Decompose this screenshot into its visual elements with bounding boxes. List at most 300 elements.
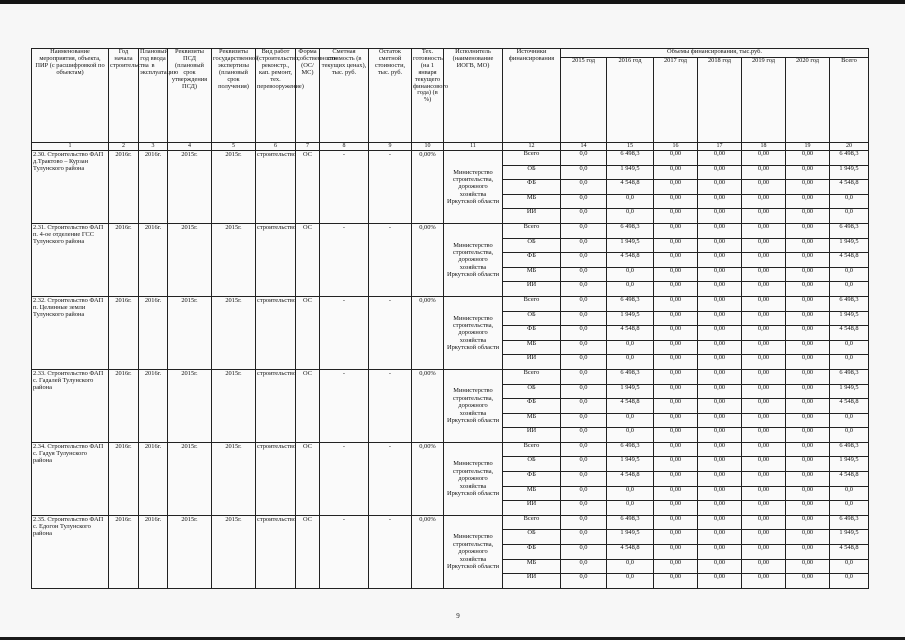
amount-cell: 0,00 bbox=[654, 326, 698, 341]
amount-cell: 4 548,8 bbox=[607, 326, 654, 341]
column-number: 3 bbox=[139, 143, 168, 151]
amount-cell: 0,00 bbox=[654, 311, 698, 326]
amount-cell: 0,00 bbox=[742, 223, 786, 238]
object-remaining: - bbox=[369, 223, 412, 296]
object-planned-year: 2016г. bbox=[139, 296, 168, 369]
amount-cell: 0,00 bbox=[786, 545, 830, 560]
amount-cell: 0,0 bbox=[561, 180, 607, 195]
column-number-row bbox=[32, 143, 869, 151]
total-cell: 6 498,3 bbox=[830, 515, 869, 530]
object-work-type: строительство bbox=[256, 515, 296, 588]
total-cell: 0,0 bbox=[830, 574, 869, 589]
amount-cell: 0,00 bbox=[742, 486, 786, 501]
object-ownership: ОС bbox=[296, 296, 320, 369]
table-row bbox=[32, 151, 869, 166]
object-expertise: 2015г. bbox=[212, 369, 256, 442]
amount-cell: 0,00 bbox=[654, 530, 698, 545]
object-executor: Министерство строительства, дорожного хозяйства Иркутской области bbox=[444, 442, 503, 515]
funding-source: ФБ bbox=[503, 180, 561, 195]
amount-cell: 0,00 bbox=[786, 384, 830, 399]
amount-cell: 0,0 bbox=[607, 340, 654, 355]
amount-cell: 0,00 bbox=[654, 515, 698, 530]
object-start-year: 2016г. bbox=[109, 442, 139, 515]
amount-cell: 0,00 bbox=[698, 296, 742, 311]
funding-source: ОБ bbox=[503, 384, 561, 399]
amount-cell: 0,0 bbox=[607, 574, 654, 589]
table-row bbox=[32, 442, 869, 457]
amount-cell: 0,00 bbox=[742, 253, 786, 268]
amount-cell: 4 548,8 bbox=[607, 399, 654, 414]
amount-cell: 0,0 bbox=[607, 194, 654, 209]
amount-cell: 0,00 bbox=[654, 442, 698, 457]
amount-cell: 0,00 bbox=[654, 151, 698, 166]
header-remaining: Остаток сметной стоимости, тыс. руб. bbox=[369, 49, 412, 143]
amount-cell: 0,00 bbox=[742, 574, 786, 589]
amount-cell: 4 548,8 bbox=[607, 472, 654, 487]
amount-cell: 0,00 bbox=[742, 340, 786, 355]
amount-cell: 0,00 bbox=[698, 238, 742, 253]
object-planned-year: 2016г. bbox=[139, 515, 168, 588]
total-cell: 4 548,8 bbox=[830, 326, 869, 341]
amount-cell: 0,00 bbox=[654, 574, 698, 589]
column-number: 4 bbox=[168, 143, 212, 151]
amount-cell: 0,00 bbox=[698, 384, 742, 399]
amount-cell: 1 949,5 bbox=[607, 311, 654, 326]
object-remaining: - bbox=[369, 151, 412, 224]
object-psd: 2015г. bbox=[168, 296, 212, 369]
object-planned-year: 2016г. bbox=[139, 369, 168, 442]
scan-edge-top bbox=[0, 0, 905, 4]
total-cell: 4 548,8 bbox=[830, 545, 869, 560]
amount-cell: 0,00 bbox=[742, 311, 786, 326]
object-ownership: ОС bbox=[296, 369, 320, 442]
object-psd: 2015г. bbox=[168, 151, 212, 224]
object-psd: 2015г. bbox=[168, 223, 212, 296]
funding-source: ФБ bbox=[503, 326, 561, 341]
column-number: 8 bbox=[320, 143, 369, 151]
amount-cell: 0,00 bbox=[654, 413, 698, 428]
header-year: 2016 год bbox=[607, 58, 654, 143]
object-cost: - bbox=[320, 223, 369, 296]
object-remaining: - bbox=[369, 369, 412, 442]
amount-cell: 0,0 bbox=[561, 326, 607, 341]
amount-cell: 0,00 bbox=[786, 311, 830, 326]
header-year: 2017 год bbox=[654, 58, 698, 143]
object-work-type: строительство bbox=[256, 151, 296, 224]
amount-cell: 0,00 bbox=[786, 282, 830, 297]
object-executor: Министерство строительства, дорожного хозяйства Иркутской области bbox=[444, 151, 503, 224]
object-name: 2.34. Строительство ФАП с. Гадуя Тулунского района bbox=[32, 442, 109, 515]
amount-cell: 0,00 bbox=[698, 442, 742, 457]
amount-cell: 0,00 bbox=[786, 151, 830, 166]
amount-cell: 0,00 bbox=[698, 399, 742, 414]
header-work-type: Вид работ (строительство, реконстр., кап. ремонт, тех. перевооружение) bbox=[256, 49, 296, 143]
amount-cell: 0,0 bbox=[607, 486, 654, 501]
total-cell: 6 498,3 bbox=[830, 151, 869, 166]
total-cell: 0,0 bbox=[830, 413, 869, 428]
amount-cell: 0,00 bbox=[786, 442, 830, 457]
amount-cell: 0,00 bbox=[654, 194, 698, 209]
object-work-type: строительство bbox=[256, 296, 296, 369]
amount-cell: 0,00 bbox=[654, 267, 698, 282]
amount-cell: 0,00 bbox=[742, 180, 786, 195]
funding-source: ИИ bbox=[503, 282, 561, 297]
amount-cell: 0,00 bbox=[698, 574, 742, 589]
object-cost: - bbox=[320, 369, 369, 442]
object-cost: - bbox=[320, 442, 369, 515]
amount-cell: 0,00 bbox=[742, 194, 786, 209]
header-planned-year: Плановый год ввода в эксплуатацию bbox=[139, 49, 168, 143]
amount-cell: 6 498,3 bbox=[607, 223, 654, 238]
object-ownership: ОС bbox=[296, 151, 320, 224]
object-cost: - bbox=[320, 151, 369, 224]
amount-cell: 0,00 bbox=[786, 559, 830, 574]
header-psd: Реквизиты ПСД (плановый срок утверждения ПСД) bbox=[168, 49, 212, 143]
table-body bbox=[32, 151, 869, 589]
header-year: 2019 год bbox=[742, 58, 786, 143]
amount-cell: 0,00 bbox=[786, 413, 830, 428]
object-start-year: 2016г. bbox=[109, 296, 139, 369]
amount-cell: 0,00 bbox=[654, 501, 698, 516]
amount-cell: 0,00 bbox=[698, 501, 742, 516]
column-number: 2 bbox=[109, 143, 139, 151]
amount-cell: 0,0 bbox=[561, 296, 607, 311]
amount-cell: 0,00 bbox=[742, 369, 786, 384]
amount-cell: 0,00 bbox=[786, 574, 830, 589]
amount-cell: 0,00 bbox=[742, 442, 786, 457]
amount-cell: 0,00 bbox=[698, 413, 742, 428]
amount-cell: 0,00 bbox=[742, 384, 786, 399]
funding-source: Всего bbox=[503, 369, 561, 384]
funding-source: Всего bbox=[503, 515, 561, 530]
amount-cell: 0,00 bbox=[786, 209, 830, 224]
amount-cell: 0,00 bbox=[786, 180, 830, 195]
column-number: 11 bbox=[444, 143, 503, 151]
total-cell: 1 949,5 bbox=[830, 384, 869, 399]
amount-cell: 0,00 bbox=[698, 253, 742, 268]
total-cell: 1 949,5 bbox=[830, 165, 869, 180]
object-remaining: - bbox=[369, 442, 412, 515]
column-number: 9 bbox=[369, 143, 412, 151]
header-executor: Исполнитель (наименование ИОГВ, МО) bbox=[444, 49, 503, 143]
amount-cell: 0,0 bbox=[561, 559, 607, 574]
header-readiness: Тех. готовность (на 1 января текущего финансового года) (в %) bbox=[412, 49, 444, 143]
amount-cell: 0,00 bbox=[654, 472, 698, 487]
amount-cell: 0,0 bbox=[561, 355, 607, 370]
amount-cell: 6 498,3 bbox=[607, 296, 654, 311]
amount-cell: 0,00 bbox=[654, 165, 698, 180]
amount-cell: 0,00 bbox=[742, 326, 786, 341]
amount-cell: 0,0 bbox=[561, 165, 607, 180]
object-work-type: строительство bbox=[256, 442, 296, 515]
amount-cell: 0,00 bbox=[742, 530, 786, 545]
object-work-type: строительство bbox=[256, 369, 296, 442]
funding-source: ИИ bbox=[503, 428, 561, 443]
object-remaining: - bbox=[369, 296, 412, 369]
total-cell: 0,0 bbox=[830, 486, 869, 501]
amount-cell: 0,00 bbox=[698, 223, 742, 238]
amount-cell: 0,00 bbox=[742, 413, 786, 428]
amount-cell: 0,00 bbox=[786, 486, 830, 501]
object-expertise: 2015г. bbox=[212, 296, 256, 369]
column-number: 16 bbox=[654, 143, 698, 151]
amount-cell: 0,00 bbox=[742, 472, 786, 487]
total-cell: 4 548,8 bbox=[830, 472, 869, 487]
funding-source: МБ bbox=[503, 486, 561, 501]
funding-source: ФБ bbox=[503, 399, 561, 414]
object-executor: Министерство строительства, дорожного хозяйства Иркутской области bbox=[444, 369, 503, 442]
header-year: 2015 год bbox=[561, 58, 607, 143]
total-cell: 0,0 bbox=[830, 267, 869, 282]
header-total: Всего bbox=[830, 58, 869, 143]
object-executor: Министерство строительства, дорожного хозяйства Иркутской области bbox=[444, 296, 503, 369]
object-readiness: 0,00% bbox=[412, 296, 444, 369]
amount-cell: 0,0 bbox=[561, 238, 607, 253]
amount-cell: 0,00 bbox=[786, 355, 830, 370]
object-expertise: 2015г. bbox=[212, 515, 256, 588]
amount-cell: 0,0 bbox=[561, 223, 607, 238]
amount-cell: 0,00 bbox=[654, 559, 698, 574]
amount-cell: 6 498,3 bbox=[607, 151, 654, 166]
amount-cell: 0,00 bbox=[654, 384, 698, 399]
amount-cell: 0,00 bbox=[742, 428, 786, 443]
amount-cell: 0,00 bbox=[698, 428, 742, 443]
total-cell: 0,0 bbox=[830, 501, 869, 516]
amount-cell: 0,0 bbox=[561, 413, 607, 428]
amount-cell: 0,00 bbox=[654, 253, 698, 268]
amount-cell: 0,00 bbox=[786, 326, 830, 341]
amount-cell: 0,0 bbox=[561, 472, 607, 487]
amount-cell: 0,00 bbox=[698, 209, 742, 224]
amount-cell: 0,00 bbox=[742, 559, 786, 574]
funding-source: ИИ bbox=[503, 209, 561, 224]
column-number: 20 bbox=[830, 143, 869, 151]
funding-source: Всего bbox=[503, 151, 561, 166]
column-number: 18 bbox=[742, 143, 786, 151]
header-cost: Сметная стоимость (в текущих ценах), тыс. руб. bbox=[320, 49, 369, 143]
amount-cell: 1 949,5 bbox=[607, 457, 654, 472]
amount-cell: 0,0 bbox=[607, 559, 654, 574]
total-cell: 1 949,5 bbox=[830, 457, 869, 472]
column-number: 5 bbox=[212, 143, 256, 151]
object-executor: Министерство строительства, дорожного хозяйства Иркутской области bbox=[444, 515, 503, 588]
total-cell: 4 548,8 bbox=[830, 253, 869, 268]
table-row bbox=[32, 296, 869, 311]
amount-cell: 0,0 bbox=[561, 369, 607, 384]
table-row bbox=[32, 223, 869, 238]
total-cell: 4 548,8 bbox=[830, 399, 869, 414]
total-cell: 0,0 bbox=[830, 282, 869, 297]
object-start-year: 2016г. bbox=[109, 369, 139, 442]
object-expertise: 2015г. bbox=[212, 223, 256, 296]
amount-cell: 0,00 bbox=[698, 151, 742, 166]
total-cell: 0,0 bbox=[830, 355, 869, 370]
amount-cell: 0,00 bbox=[654, 369, 698, 384]
total-cell: 6 498,3 bbox=[830, 442, 869, 457]
amount-cell: 0,00 bbox=[654, 238, 698, 253]
amount-cell: 0,00 bbox=[786, 428, 830, 443]
amount-cell: 0,00 bbox=[698, 311, 742, 326]
total-cell: 0,0 bbox=[830, 559, 869, 574]
amount-cell: 0,00 bbox=[654, 486, 698, 501]
amount-cell: 0,00 bbox=[698, 267, 742, 282]
funding-source: МБ bbox=[503, 340, 561, 355]
amount-cell: 0,00 bbox=[698, 180, 742, 195]
document-page bbox=[31, 48, 868, 589]
amount-cell: 0,00 bbox=[742, 209, 786, 224]
header-expertise: Реквизиты государственной экспертизы (плановый срок получения) bbox=[212, 49, 256, 143]
funding-source: ФБ bbox=[503, 545, 561, 560]
amount-cell: 0,00 bbox=[654, 296, 698, 311]
amount-cell: 0,0 bbox=[561, 311, 607, 326]
amount-cell: 0,00 bbox=[786, 530, 830, 545]
financing-table bbox=[31, 48, 869, 589]
amount-cell: 0,00 bbox=[742, 238, 786, 253]
object-planned-year: 2016г. bbox=[139, 442, 168, 515]
column-number: 12 bbox=[503, 143, 561, 151]
header-funding: Объемы финансирования, тыс.руб. bbox=[561, 49, 869, 58]
amount-cell: 0,0 bbox=[561, 457, 607, 472]
amount-cell: 0,0 bbox=[607, 428, 654, 443]
object-expertise: 2015г. bbox=[212, 442, 256, 515]
amount-cell: 0,00 bbox=[654, 399, 698, 414]
funding-source: ОБ bbox=[503, 165, 561, 180]
header-start-year: Год начала строительства bbox=[109, 49, 139, 143]
object-name: 2.31. Строительство ФАП п. 4-ое отделение ГСС Тулунского района bbox=[32, 223, 109, 296]
amount-cell: 1 949,5 bbox=[607, 238, 654, 253]
amount-cell: 0,00 bbox=[786, 238, 830, 253]
object-planned-year: 2016г. bbox=[139, 223, 168, 296]
amount-cell: 0,0 bbox=[561, 340, 607, 355]
object-cost: - bbox=[320, 515, 369, 588]
amount-cell: 0,0 bbox=[561, 428, 607, 443]
object-readiness: 0,00% bbox=[412, 369, 444, 442]
amount-cell: 4 548,8 bbox=[607, 180, 654, 195]
object-planned-year: 2016г. bbox=[139, 151, 168, 224]
amount-cell: 0,00 bbox=[742, 501, 786, 516]
header-year: 2018 год bbox=[698, 58, 742, 143]
column-number: 10 bbox=[412, 143, 444, 151]
amount-cell: 0,0 bbox=[607, 355, 654, 370]
amount-cell: 0,00 bbox=[698, 515, 742, 530]
amount-cell: 1 949,5 bbox=[607, 384, 654, 399]
amount-cell: 6 498,3 bbox=[607, 369, 654, 384]
funding-source: МБ bbox=[503, 194, 561, 209]
total-cell: 0,0 bbox=[830, 209, 869, 224]
amount-cell: 0,00 bbox=[786, 399, 830, 414]
total-cell: 0,0 bbox=[830, 340, 869, 355]
amount-cell: 0,00 bbox=[742, 282, 786, 297]
funding-source: МБ bbox=[503, 413, 561, 428]
amount-cell: 0,00 bbox=[742, 267, 786, 282]
amount-cell: 0,00 bbox=[786, 340, 830, 355]
amount-cell: 0,00 bbox=[786, 472, 830, 487]
amount-cell: 0,00 bbox=[742, 515, 786, 530]
object-readiness: 0,00% bbox=[412, 442, 444, 515]
amount-cell: 0,00 bbox=[654, 457, 698, 472]
header-year: 2020 год bbox=[786, 58, 830, 143]
amount-cell: 0,00 bbox=[698, 472, 742, 487]
object-psd: 2015г. bbox=[168, 369, 212, 442]
funding-source: ОБ bbox=[503, 457, 561, 472]
funding-source: ИИ bbox=[503, 574, 561, 589]
page-number: 9 bbox=[456, 612, 460, 620]
total-cell: 6 498,3 bbox=[830, 223, 869, 238]
object-name: 2.30. Строительство ФАП д.Трактово – Курзан Тулунского района bbox=[32, 151, 109, 224]
column-number: 1 bbox=[32, 143, 109, 151]
amount-cell: 0,0 bbox=[607, 413, 654, 428]
column-number: 15 bbox=[607, 143, 654, 151]
funding-source: ФБ bbox=[503, 253, 561, 268]
funding-source: МБ bbox=[503, 267, 561, 282]
amount-cell: 0,0 bbox=[561, 530, 607, 545]
amount-cell: 0,0 bbox=[561, 209, 607, 224]
funding-source: МБ bbox=[503, 559, 561, 574]
object-name: 2.35. Строительство ФАП с. Едогон Тулунского района bbox=[32, 515, 109, 588]
amount-cell: 0,00 bbox=[698, 369, 742, 384]
object-start-year: 2016г. bbox=[109, 151, 139, 224]
amount-cell: 0,00 bbox=[654, 340, 698, 355]
amount-cell: 0,00 bbox=[786, 253, 830, 268]
funding-source: Всего bbox=[503, 296, 561, 311]
amount-cell: 0,00 bbox=[698, 194, 742, 209]
amount-cell: 0,00 bbox=[786, 457, 830, 472]
amount-cell: 0,00 bbox=[786, 194, 830, 209]
total-cell: 1 949,5 bbox=[830, 311, 869, 326]
funding-source: ОБ bbox=[503, 311, 561, 326]
amount-cell: 0,00 bbox=[698, 355, 742, 370]
amount-cell: 0,00 bbox=[698, 486, 742, 501]
object-start-year: 2016г. bbox=[109, 223, 139, 296]
amount-cell: 0,0 bbox=[607, 501, 654, 516]
amount-cell: 0,00 bbox=[654, 545, 698, 560]
table-row bbox=[32, 515, 869, 530]
amount-cell: 0,00 bbox=[698, 545, 742, 560]
amount-cell: 0,0 bbox=[561, 442, 607, 457]
funding-source: Всего bbox=[503, 223, 561, 238]
amount-cell: 0,0 bbox=[607, 209, 654, 224]
amount-cell: 0,0 bbox=[561, 151, 607, 166]
column-number: 19 bbox=[786, 143, 830, 151]
amount-cell: 0,0 bbox=[561, 267, 607, 282]
funding-source: ОБ bbox=[503, 530, 561, 545]
amount-cell: 0,00 bbox=[654, 428, 698, 443]
amount-cell: 0,0 bbox=[561, 253, 607, 268]
funding-source: ИИ bbox=[503, 355, 561, 370]
funding-source: ОБ bbox=[503, 238, 561, 253]
amount-cell: 0,00 bbox=[698, 340, 742, 355]
amount-cell: 4 548,8 bbox=[607, 545, 654, 560]
amount-cell: 0,00 bbox=[786, 501, 830, 516]
amount-cell: 0,0 bbox=[561, 515, 607, 530]
amount-cell: 0,00 bbox=[786, 515, 830, 530]
header-name: Наименование мероприятия, объекта, ПИР (с расшифровкой по объектам) bbox=[32, 49, 109, 143]
amount-cell: 0,0 bbox=[561, 384, 607, 399]
amount-cell: 0,00 bbox=[654, 180, 698, 195]
object-readiness: 0,00% bbox=[412, 223, 444, 296]
amount-cell: 0,0 bbox=[561, 574, 607, 589]
object-psd: 2015г. bbox=[168, 515, 212, 588]
object-expertise: 2015г. bbox=[212, 151, 256, 224]
amount-cell: 0,00 bbox=[698, 530, 742, 545]
amount-cell: 0,00 bbox=[786, 369, 830, 384]
amount-cell: 0,00 bbox=[654, 355, 698, 370]
amount-cell: 0,00 bbox=[698, 326, 742, 341]
amount-cell: 0,00 bbox=[698, 559, 742, 574]
amount-cell: 0,00 bbox=[654, 209, 698, 224]
column-number: 14 bbox=[561, 143, 607, 151]
amount-cell: 1 949,5 bbox=[607, 165, 654, 180]
